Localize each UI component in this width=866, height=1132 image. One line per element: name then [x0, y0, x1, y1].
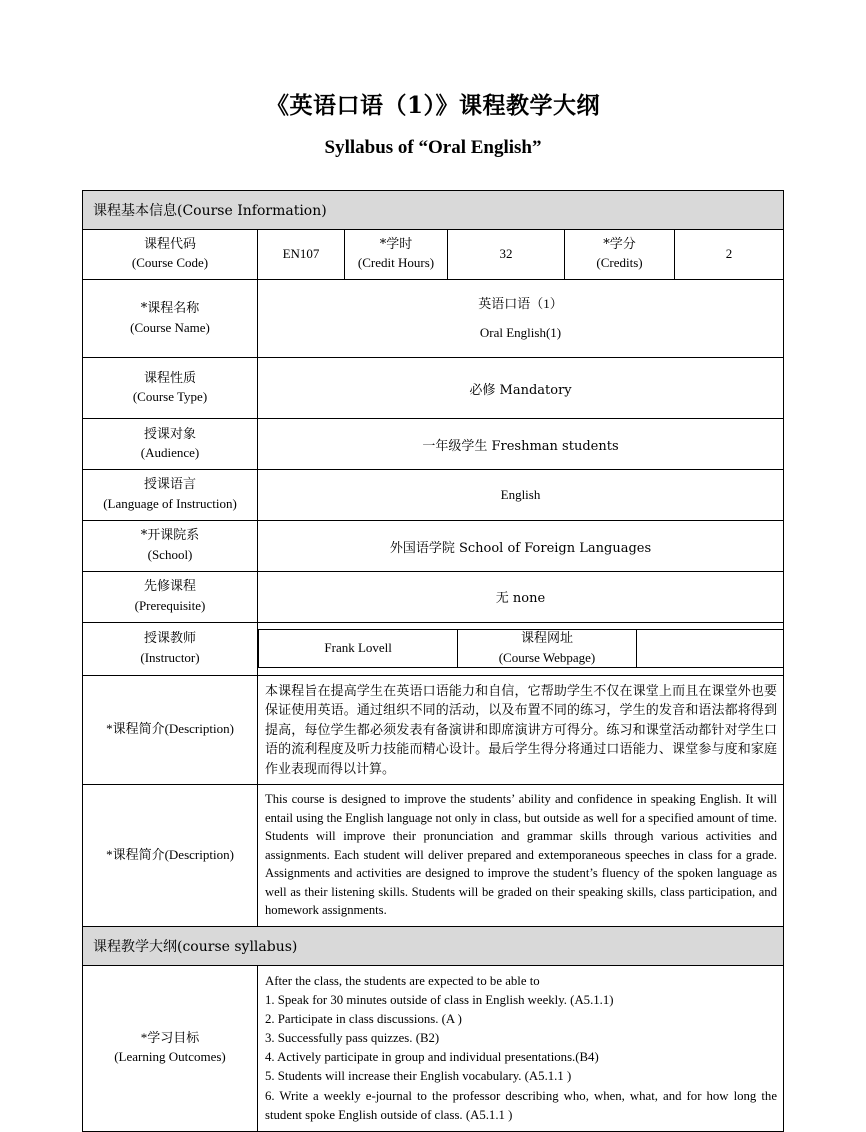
value-course-type: [258, 358, 784, 419]
section-header-course-syllabus-text: 课程教学大纲(course syllabus): [93, 938, 298, 955]
table-row-description-english: [83, 785, 784, 927]
label-school-en: (School): [147, 547, 193, 562]
label-school-cn: *开课院系: [140, 528, 200, 544]
learning-outcomes-intro: After the class, the students are expected to be able to: [265, 973, 540, 988]
table-row-school: [83, 521, 784, 572]
value-language-of-instruction: English: [258, 470, 784, 521]
label-instructor: [83, 622, 258, 675]
syllabus-table: [82, 190, 784, 1132]
label-credit-hours: [345, 229, 448, 280]
page-title-chinese: 《英语口语（1）》课程教学大纲: [265, 92, 600, 119]
document-title-block: [0, 0, 866, 159]
label-school: [83, 521, 258, 572]
table-row-learning-outcomes: [83, 965, 784, 1132]
list-item: 1. Speak for 30 minutes outside of class in English weekly. (A5.1.1): [265, 992, 614, 1007]
table-row-audience: [83, 419, 784, 470]
label-course-webpage-cn: 课程网址: [520, 630, 573, 646]
label-course-code: [83, 229, 258, 280]
value-description-english: This course is designed to improve the students’ ability and confidence in speaking English. It will entail using the English language not only in class, but outside as well for a specified amount of time. Students will improve their pronunciation and grammar skills through various activities and assignments. Each student will deliver prepared and extemporaneous speeches in class for a grade. Assignments and activities are designed to improve the student’s fluency of the spoken language as well as their listening skills. Students will be graded on their speaking skills, class participation, and homework assignments.: [258, 785, 784, 927]
label-language-cn: 授课语言: [143, 477, 196, 493]
value-instructor: Frank Lovell: [259, 629, 458, 668]
label-language-of-instruction: [83, 470, 258, 521]
section-header-course-syllabus: [83, 926, 784, 965]
label-course-code-en: (Course Code): [131, 255, 209, 271]
label-description-chinese-text: *课程简介(Description): [106, 721, 234, 737]
label-credits-cn: *学分: [603, 236, 636, 252]
value-school: [258, 521, 784, 572]
page-title-english: Syllabus of “Oral English”: [324, 136, 542, 158]
table-row-course-name: [83, 280, 784, 358]
label-description-english-text: *课程简介(Description): [106, 846, 234, 862]
instructor-subtable-row: [259, 629, 784, 668]
label-audience-en: (Audience): [140, 445, 200, 461]
table-row-section-course-information: [83, 190, 784, 229]
value-school-text: 外国语学院 School of Foreign Languages: [389, 540, 652, 556]
instructor-subtable: [258, 629, 783, 669]
instructor-webpage-group: [258, 622, 784, 675]
value-learning-outcomes: [258, 965, 784, 1132]
table-row-course-type: [83, 358, 784, 419]
label-credit-hours-cn: *学时: [379, 236, 413, 252]
list-item: 4. Actively participate in group and individual presentations.(B4): [265, 1050, 599, 1065]
label-course-webpage: [458, 629, 636, 668]
list-item: 3. Successfully pass quizzes. (B2): [265, 1031, 440, 1046]
table-row-code-hours-credits: [83, 229, 784, 280]
label-description-chinese: [83, 675, 258, 785]
label-learning-outcomes-cn: *学习目标: [140, 1030, 200, 1046]
value-course-webpage: [636, 629, 783, 668]
label-prerequisite-en: (Prerequisite): [134, 597, 206, 613]
value-audience-text: 一年级学生 Freshman students: [422, 438, 619, 454]
value-prerequisite: [258, 571, 784, 622]
label-description-english: [83, 785, 258, 927]
list-item: 5. Students will increase their English vocabulary. (A5.1.1 ): [265, 1069, 572, 1084]
value-course-code: EN107: [258, 229, 345, 280]
value-course-name-cn: 英语口语（1）: [478, 296, 563, 312]
value-course-type-text: 必修 Mandatory: [469, 382, 572, 398]
value-credit-hours: 32: [448, 229, 565, 280]
table-row-section-course-syllabus: [83, 926, 784, 965]
value-course-name-en: Oral English(1): [479, 324, 562, 340]
label-prerequisite-cn: 先修课程: [143, 578, 196, 594]
label-course-webpage-en: (Course Webpage): [498, 649, 596, 665]
label-instructor-en: (Instructor): [140, 649, 200, 665]
label-course-name-en: (Course Name): [130, 319, 210, 335]
label-instructor-cn: 授课教师: [143, 630, 196, 646]
table-row-prerequisite: [83, 571, 784, 622]
list-item: 2. Participate in class discussions. (A ): [265, 1011, 462, 1026]
label-audience-cn: 授课对象: [143, 426, 196, 442]
label-course-name-cn: *课程名称: [140, 301, 200, 317]
table-row-instructor: [83, 622, 784, 675]
label-learning-outcomes-en: (Learning Outcomes): [114, 1049, 226, 1065]
label-course-code-cn: 课程代码: [143, 236, 196, 252]
value-prerequisite-text: 无 none: [495, 591, 546, 607]
label-course-type: [83, 358, 258, 419]
label-learning-outcomes: [83, 965, 258, 1132]
section-header-course-information-text: 课程基本信息(Course Information): [93, 202, 327, 219]
value-description-chinese: 本课程旨在提高学生在英语口语能力和自信，它帮助学生不仅在课堂上而且在课堂外也要保证使用英语。通过组织不同的活动，以及布置不同的练习，学生的发音和语法都将得到提高，每位学生都必须发表有备演讲和即席演讲方可得分。练习和课堂活动都针对学生口语的流利程度及听力技能而精心设计。最后学生得分将通过口语能力、课堂参与度和家庭作业表现而得以计算。: [258, 675, 784, 785]
label-credits: [565, 229, 675, 280]
label-course-type-cn: 课程性质: [143, 370, 196, 386]
section-header-course-information: [83, 190, 784, 229]
list-item: 6. Write a weekly e-journal to the professor describing who, when, what, and for how long the student spoke English outside of class. (A5.1.1 ): [265, 1088, 777, 1122]
value-audience: [258, 419, 784, 470]
table-row-language: [83, 470, 784, 521]
value-credits: 2: [675, 229, 784, 280]
label-credits-en: (Credits): [596, 255, 643, 271]
label-prerequisite: [83, 571, 258, 622]
label-credit-hours-en: (Credit Hours): [357, 255, 435, 271]
label-course-type-en: (Course Type): [132, 389, 208, 405]
value-course-name: [258, 280, 784, 358]
label-course-name: [83, 280, 258, 358]
label-language-en: (Language of Instruction): [103, 496, 237, 512]
label-audience: [83, 419, 258, 470]
table-row-description-chinese: [83, 675, 784, 785]
